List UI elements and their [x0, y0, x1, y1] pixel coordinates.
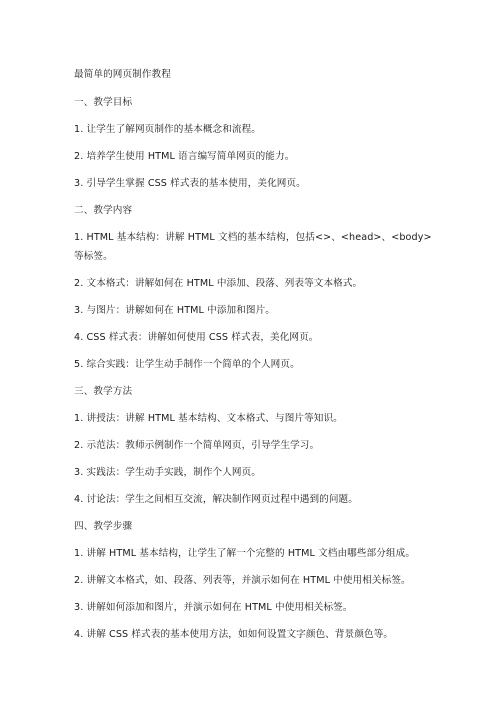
list-item: 2. 讲解文本格式，如、段落、列表等，并演示如何在 HTML 中使用相关标签。	[74, 575, 411, 586]
list-item: 1. 讲授法：讲解 HTML 基本结构、文本格式、与图片等知识。	[74, 413, 343, 424]
list-item: 5. 综合实践：让学生动手制作一个简单的个人网页。	[74, 359, 300, 370]
list-item: 2. 示范法：教师示例制作一个简单网页，引导学生学习。	[74, 440, 320, 451]
list-item: 3. 讲解如何添加和图片，并演示如何在 HTML 中使用相关标签。	[74, 602, 353, 613]
section-heading-methods: 三、教学方法	[74, 386, 133, 397]
list-item: 1. 让学生了解网页制作的基本概念和流程。	[74, 124, 261, 135]
list-item: 3. 实践法：学生动手实践，制作个人网页。	[74, 467, 261, 478]
list-item: 3. 与图片：讲解如何在 HTML 中添加和图片。	[74, 305, 275, 316]
list-item: 4. 讲解 CSS 样式表的基本使用方法，如如何设置文字颜色、背景颜色等。	[74, 629, 394, 640]
list-item: 3. 引导学生掌握 CSS 样式表的基本使用，美化网页。	[74, 178, 306, 189]
section-heading-steps: 四、教学步骤	[74, 521, 133, 532]
section-heading-content: 二、教学内容	[74, 205, 133, 216]
section-heading-objectives: 一、教学目标	[74, 97, 133, 108]
list-item: 1. 讲解 HTML 基本结构，让学生了解一个完整的 HTML 文档由哪些部分组成。	[74, 548, 416, 559]
list-item-continuation: 等标签。	[74, 251, 113, 262]
list-item: 4. 讨论法：学生之间相互交流，解决制作网页过程中遇到的问题。	[74, 494, 358, 505]
list-item: 2. 培养学生使用 HTML 语言编写简单网页的能力。	[74, 151, 295, 162]
list-item: 2. 文本格式：讲解如何在 HTML 中添加、段落、列表等文本格式。	[74, 278, 363, 289]
list-item: 4. CSS 样式表：讲解如何使用 CSS 样式表，美化网页。	[74, 332, 319, 343]
list-item: 1. HTML 基本结构：讲解 HTML 文档的基本结构，包括<>、<head>、<body>	[74, 232, 432, 243]
document-title: 最简单的网页制作教程	[74, 69, 171, 80]
